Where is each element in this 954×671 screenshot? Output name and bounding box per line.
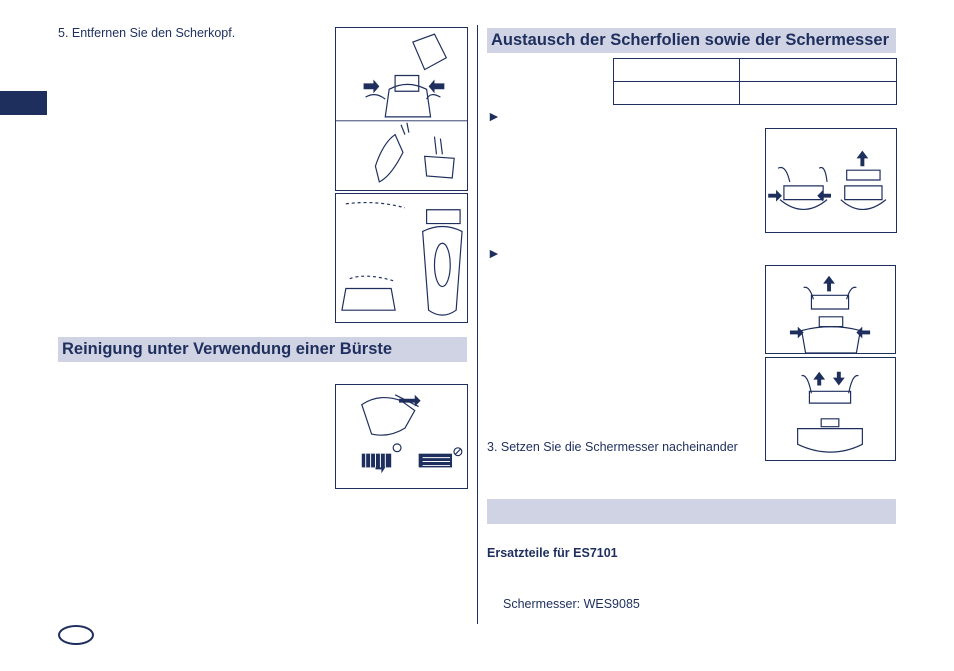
step-5-text: 5. Entfernen Sie den Scherkopf. [58, 26, 236, 40]
table-cell [614, 59, 740, 82]
figure-remove-head [335, 27, 468, 191]
figure-replace-foil [765, 128, 897, 233]
section-heading-brush: Reinigung unter Verwendung einer Bürste [58, 337, 467, 362]
instruction-marker: ► [487, 245, 501, 261]
column-divider [477, 25, 478, 624]
figure-brush-cleaning [335, 384, 468, 489]
language-tab [0, 91, 47, 115]
table-cell [614, 82, 740, 105]
spare-parts-title: Ersatzteile für ES7101 [487, 546, 618, 560]
table-cell [740, 82, 897, 105]
figure-remove-foil-frame [765, 265, 896, 354]
step-3-text: 3. Setzen Sie die Schermesser nacheinander [487, 440, 738, 454]
blade-part-number: Schermesser: WES9085 [503, 597, 640, 611]
language-oval [58, 625, 94, 645]
table-cell [740, 59, 897, 82]
instruction-marker: ► [487, 108, 501, 124]
table-row [614, 59, 897, 82]
table-row [614, 82, 897, 105]
section-heading-spare-parts [487, 499, 896, 524]
figure-rinse-shaver [335, 193, 468, 323]
section-heading-replace: Austausch der Scherfolien sowie der Schermesser [487, 28, 896, 53]
spec-table [613, 58, 897, 105]
figure-insert-blades [765, 357, 896, 461]
